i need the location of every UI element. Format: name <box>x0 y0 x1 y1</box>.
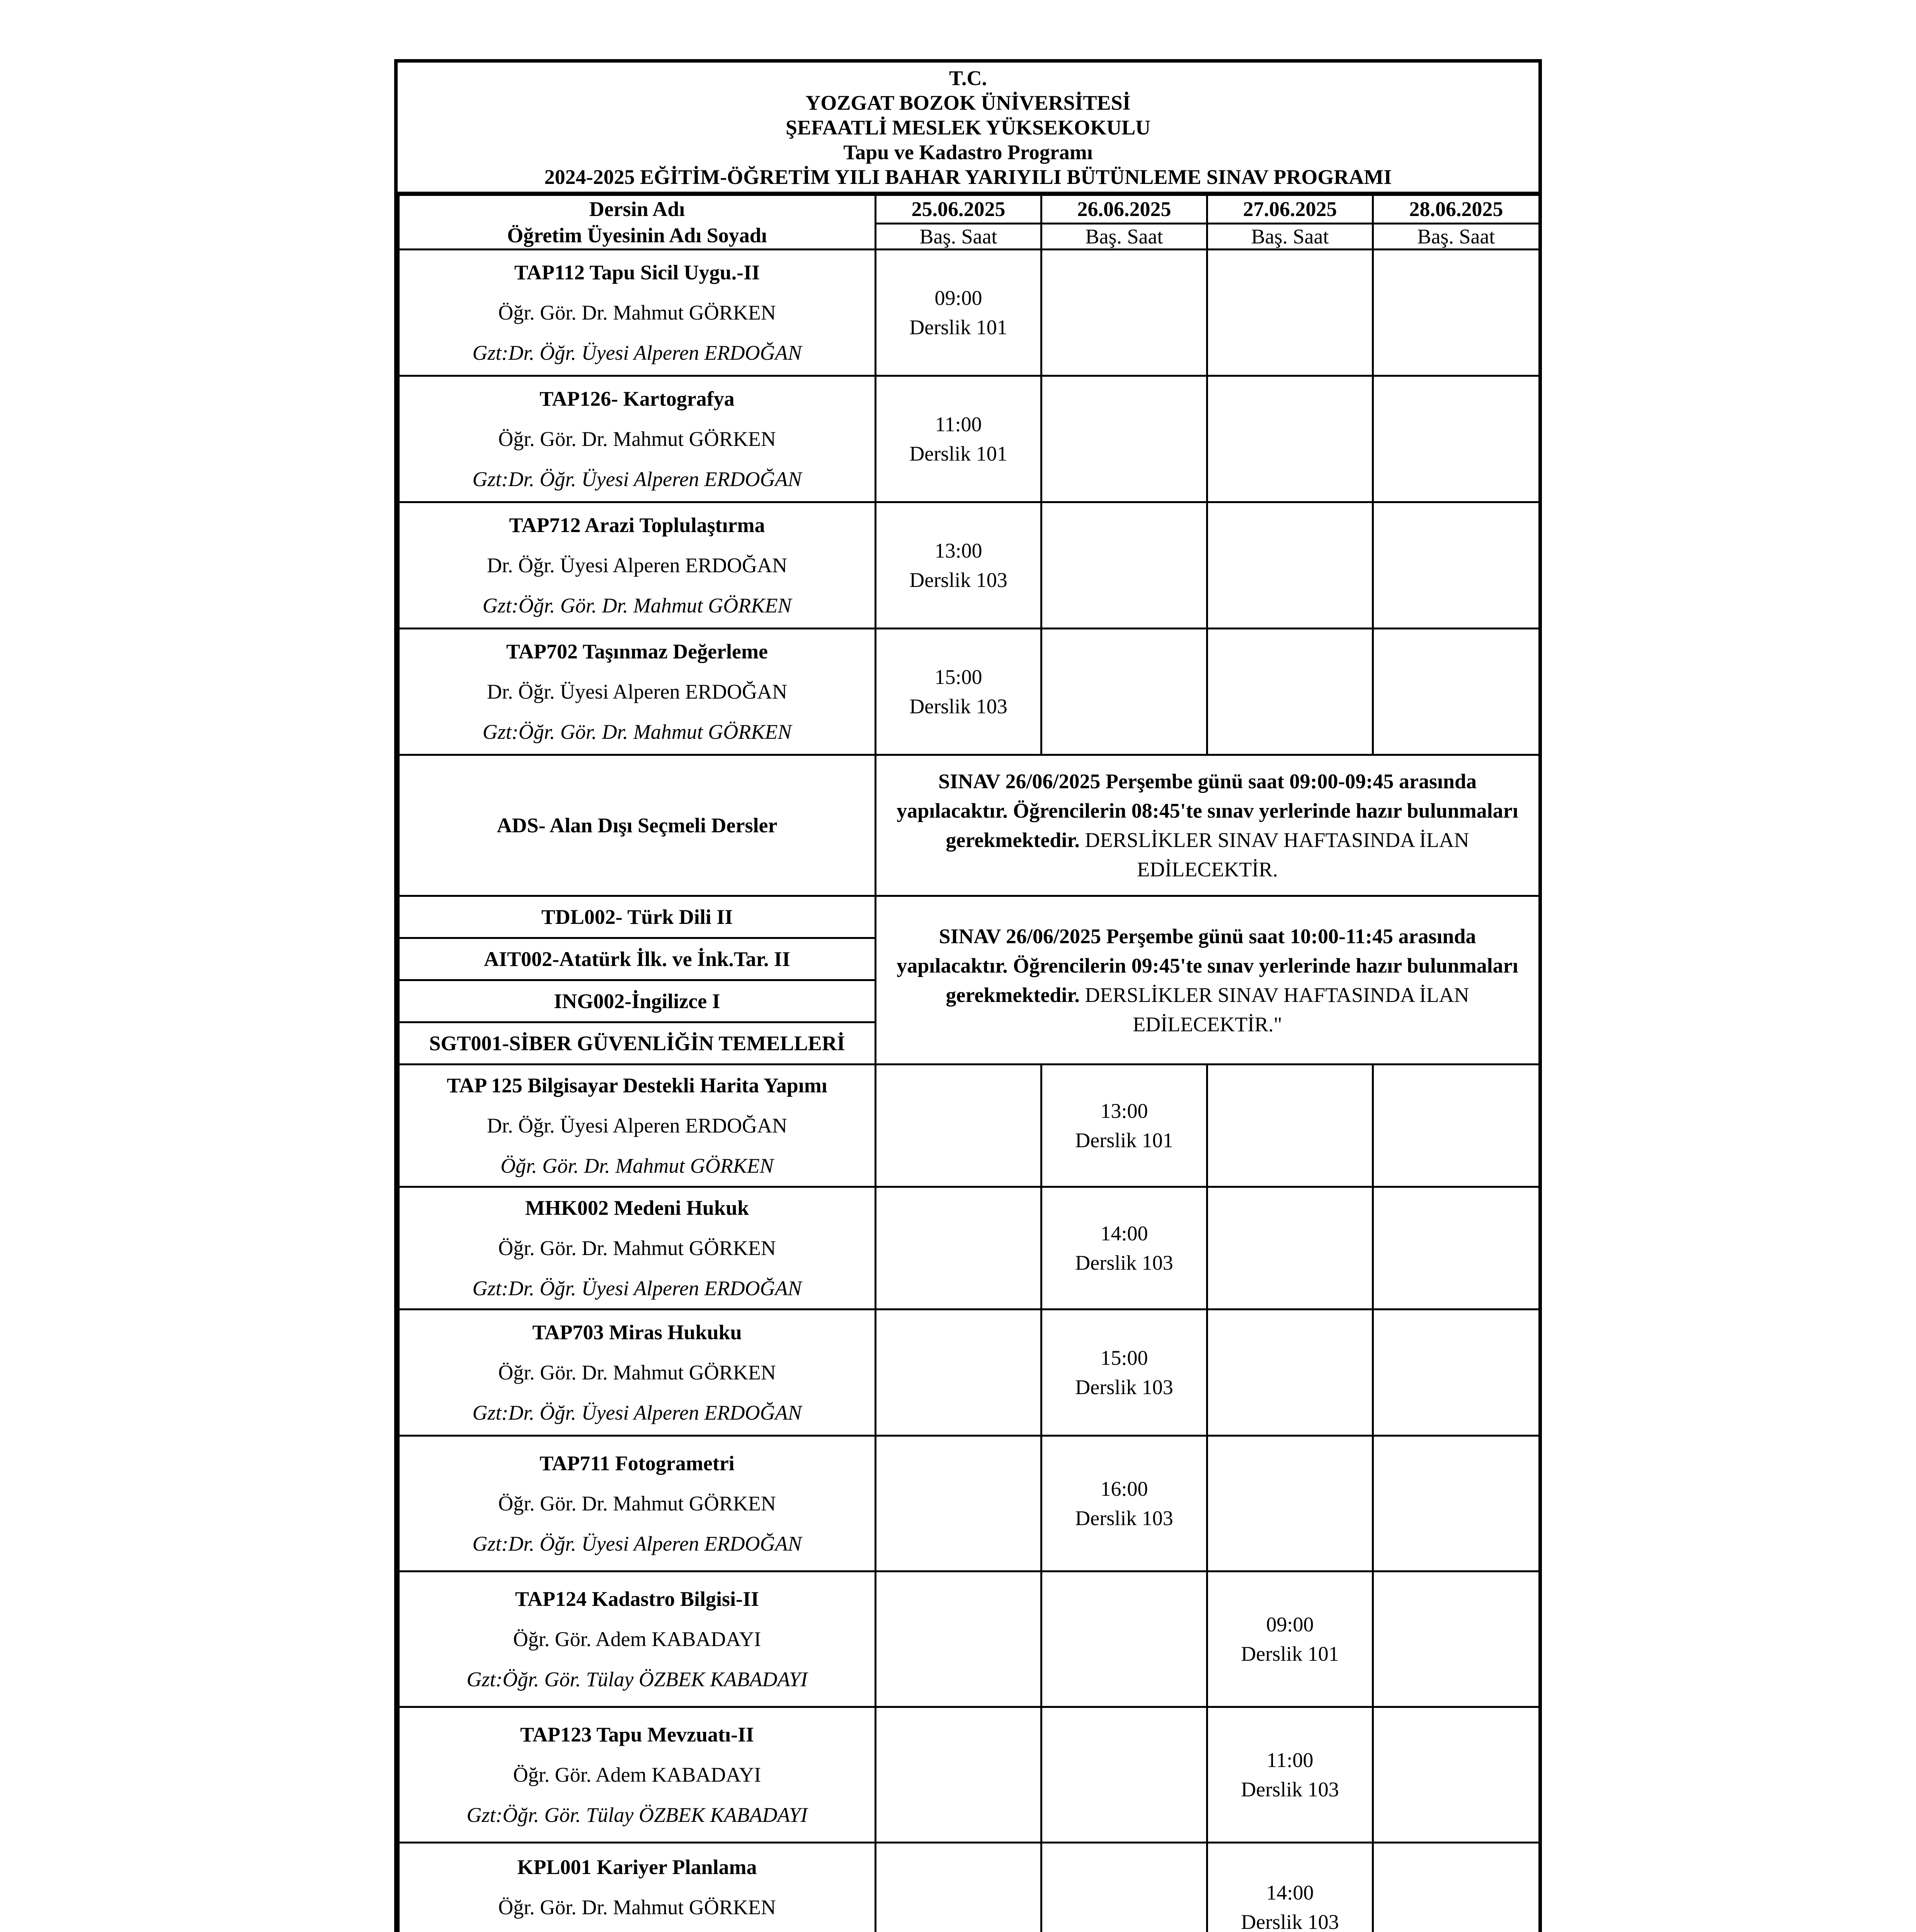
ads-exam-note <box>876 755 1540 896</box>
empty-slot <box>876 1843 1041 1932</box>
course-name: TAP702 Taşınmaz Değerleme <box>506 640 768 663</box>
teacher-name: Dr. Öğr. Üyesi Alperen ERDOĞAN <box>487 554 787 577</box>
exam-slot <box>1207 1707 1373 1843</box>
empty-slot <box>876 1065 1041 1187</box>
empty-slot <box>1041 1571 1207 1707</box>
exam-time: 14:00 <box>1266 1881 1314 1904</box>
exam-room: Derslik 101 <box>1075 1129 1173 1152</box>
exam-row <box>399 1571 1540 1707</box>
substitute-name <box>400 1927 875 1932</box>
course-name: TAP 125 Bilgisayar Destekli Harita Yapımı <box>447 1074 827 1097</box>
teacher-name: Dr. Öğr. Üyesi Alperen ERDOĞAN <box>487 1114 787 1137</box>
course-info-cell <box>399 250 876 376</box>
teacher-name: Öğr. Gör. Dr. Mahmut GÖRKEN <box>498 1896 776 1919</box>
teacher-name: Öğr. Gör. Dr. Mahmut GÖRKEN <box>498 1361 776 1384</box>
exam-slot <box>1041 1436 1207 1571</box>
course-name: KPL001 Kariyer Planlama <box>517 1855 757 1879</box>
course-column-header <box>399 195 876 250</box>
empty-slot <box>1207 376 1373 502</box>
exam-time: 14:00 <box>1100 1222 1148 1245</box>
empty-slot <box>1373 1707 1540 1843</box>
start-time-header-2: Baş. Saat <box>1041 223 1207 249</box>
course-info-cell <box>399 1310 876 1436</box>
course-info-cell <box>399 1843 876 1932</box>
exam-time: 15:00 <box>1100 1346 1148 1369</box>
empty-slot <box>876 1187 1041 1310</box>
header-title: 2024-2025 EĞİTİM-ÖĞRETİM YILI BAHAR YARIYILI BÜTÜNLEME SINAV PROGRAMI <box>544 165 1392 189</box>
exam-time: 15:00 <box>934 665 982 689</box>
course-name-header: Dersin Adı <box>589 197 685 221</box>
course-name: TAP123 Tapu Mevzuatı-II <box>520 1723 754 1746</box>
exam-room: Derslik 103 <box>1075 1507 1173 1530</box>
exam-slot <box>876 250 1041 376</box>
exam-row <box>399 1310 1540 1436</box>
course-name: TAP712 Arazi Toplulaştırma <box>509 514 765 537</box>
exam-room: Derslik 103 <box>909 695 1007 718</box>
course-info-cell <box>399 1436 876 1571</box>
date-header-4: 28.06.2025 <box>1373 195 1540 224</box>
substitute-name: Gzt:Öğr. Gör. Tülay ÖZBEK KABADAYI <box>466 1803 808 1827</box>
substitute-name: Gzt:Dr. Öğr. Üyesi Alperen ERDOĞAN <box>472 341 802 364</box>
pool-course-2: AIT002-Atatürk İlk. ve İnk.Tar. II <box>399 938 876 980</box>
exam-row <box>399 1187 1540 1310</box>
empty-slot <box>876 1707 1041 1843</box>
empty-slot <box>1041 376 1207 502</box>
header-school: ŞEFAATLİ MESLEK YÜKSEKOKULU <box>785 116 1151 139</box>
empty-slot <box>1373 1843 1540 1932</box>
exam-room: Derslik 103 <box>1075 1251 1173 1274</box>
teacher-name: Öğr. Gör. Dr. Mahmut GÖRKEN <box>498 1236 776 1260</box>
teacher-name: Dr. Öğr. Üyesi Alperen ERDOĞAN <box>487 680 787 703</box>
empty-slot <box>1041 502 1207 629</box>
course-info-cell <box>399 629 876 755</box>
start-time-header-4: Baş. Saat <box>1373 223 1540 249</box>
exam-room: Derslik 103 <box>1241 1910 1339 1932</box>
course-info-cell <box>399 1065 876 1187</box>
course-info-cell <box>399 502 876 629</box>
empty-slot <box>1373 376 1540 502</box>
empty-slot <box>1373 1436 1540 1571</box>
header-program: Tapu ve Kadastro Programı <box>843 141 1093 164</box>
substitute-name: Gzt:Öğr. Gör. Dr. Mahmut GÖRKEN <box>482 720 792 743</box>
date-header-2: 26.06.2025 <box>1041 195 1207 224</box>
empty-slot <box>876 1436 1041 1571</box>
exam-slot <box>1207 1571 1373 1707</box>
document-header <box>398 63 1538 194</box>
header-line-tc: T.C. <box>949 66 987 90</box>
substitute-name: Gzt:Dr. Öğr. Üyesi Alperen ERDOĞAN <box>472 1277 802 1300</box>
empty-slot <box>1207 502 1373 629</box>
course-info-cell <box>399 376 876 502</box>
empty-slot <box>1373 629 1540 755</box>
exam-row <box>399 376 1540 502</box>
exam-time: 09:00 <box>934 286 982 310</box>
substitute-name: Öğr. Gör. Dr. Mahmut GÖRKEN <box>500 1154 774 1177</box>
exam-slot <box>876 376 1041 502</box>
empty-slot <box>1373 250 1540 376</box>
empty-slot <box>1207 1310 1373 1436</box>
exam-slot <box>1041 1187 1207 1310</box>
exam-time: 13:00 <box>934 539 982 562</box>
empty-slot <box>1207 1065 1373 1187</box>
empty-slot <box>1041 250 1207 376</box>
exam-slot <box>1041 1310 1207 1436</box>
header-university: YOZGAT BOZOK ÜNİVERSİTESİ <box>805 91 1131 114</box>
teacher-name: Öğr. Gör. Adem KABADAYI <box>513 1763 761 1786</box>
course-name: MHK002 Medeni Hukuk <box>525 1196 749 1219</box>
empty-slot <box>1373 1310 1540 1436</box>
teacher-name: Öğr. Gör. Adem KABADAYI <box>513 1628 761 1651</box>
teacher-name: Öğr. Gör. Dr. Mahmut GÖRKEN <box>498 427 776 451</box>
course-name: TAP112 Tapu Sicil Uygu.-II <box>514 261 760 284</box>
exam-slot <box>876 502 1041 629</box>
empty-slot <box>876 1310 1041 1436</box>
exam-room: Derslik 101 <box>909 316 1007 339</box>
exam-row <box>399 1436 1540 1571</box>
course-info-cell <box>399 1707 876 1843</box>
course-info-cell <box>399 1571 876 1707</box>
pool-note-bold: SINAV 26/06/2025 Perşembe günü saat 10:00-11:45 arasında yapılacaktır. Öğrencilerin 09:45'te sınav yerlerinde hazır bulunmaları gerekmektedir. <box>897 924 1518 1007</box>
pool-course-4: SGT001-SİBER GÜVENLİĞİN TEMELLERİ <box>399 1022 876 1065</box>
empty-slot <box>876 1571 1041 1707</box>
exam-room: Derslik 101 <box>1241 1642 1339 1665</box>
exam-row <box>399 1065 1540 1187</box>
substitute-name: Gzt:Dr. Öğr. Üyesi Alperen ERDOĞAN <box>472 1532 802 1555</box>
exam-row <box>399 629 1540 755</box>
exam-room: Derslik 103 <box>909 568 1007 592</box>
start-time-header-3: Baş. Saat <box>1207 223 1373 249</box>
pool-course-3: ING002-İngilizce I <box>399 980 876 1022</box>
empty-slot <box>1207 1436 1373 1571</box>
empty-slot <box>1373 1187 1540 1310</box>
exam-time: 11:00 <box>1266 1748 1314 1772</box>
ads-course-cell: ADS- Alan Dışı Seçmeli Dersler <box>399 755 876 896</box>
pool-exam-note <box>876 896 1540 1065</box>
pool-course-1: TDL002- Türk Dili II <box>399 896 876 938</box>
course-name: TAP124 Kadastro Bilgisi-II <box>515 1587 759 1611</box>
course-name: TAP703 Miras Hukuku <box>532 1321 742 1344</box>
course-name: TAP711 Fotogrametri <box>539 1452 735 1475</box>
pool-note-plain: DERSLİKLER SINAV HAFTASINDA İLAN EDİLECEKTİR." <box>1085 983 1469 1036</box>
ads-note-bold: SINAV 26/06/2025 Perşembe günü saat 09:00-09:45 arasında yapılacaktır. Öğrencilerin 08:45'te sınav yerlerinde hazır bulunmaları gerekmektedir. <box>897 770 1518 852</box>
exam-time: 09:00 <box>1266 1613 1314 1636</box>
exam-row <box>399 1707 1540 1843</box>
empty-slot <box>1207 629 1373 755</box>
course-name: TAP126- Kartografya <box>539 387 735 410</box>
substitute-name: Gzt:Öğr. Gör. Tülay ÖZBEK KABADAYI <box>466 1668 808 1691</box>
exam-time: 13:00 <box>1100 1099 1148 1122</box>
empty-slot <box>1041 1707 1207 1843</box>
exam-row <box>399 1843 1540 1932</box>
empty-slot <box>1041 1843 1207 1932</box>
substitute-name: Gzt:Öğr. Gör. Dr. Mahmut GÖRKEN <box>482 594 792 617</box>
schedule-table <box>398 194 1540 1932</box>
exam-row <box>399 250 1540 376</box>
teacher-name-header: Öğretim Üyesinin Adı Soyadı <box>507 224 767 247</box>
start-time-header-1: Baş. Saat <box>876 223 1041 249</box>
date-header-3: 27.06.2025 <box>1207 195 1373 224</box>
substitute-name: Gzt:Dr. Öğr. Üyesi Alperen ERDOĞAN <box>472 1401 802 1424</box>
teacher-name: Öğr. Gör. Dr. Mahmut GÖRKEN <box>498 301 776 324</box>
date-header-1: 25.06.2025 <box>876 195 1041 224</box>
empty-slot <box>1373 1065 1540 1187</box>
empty-slot <box>1373 1571 1540 1707</box>
exam-time: 11:00 <box>935 413 982 436</box>
substitute-name: Gzt:Dr. Öğr. Üyesi Alperen ERDOĞAN <box>472 468 802 491</box>
course-info-cell <box>399 1187 876 1310</box>
empty-slot <box>1041 629 1207 755</box>
teacher-name: Öğr. Gör. Dr. Mahmut GÖRKEN <box>498 1492 776 1515</box>
empty-slot <box>1373 502 1540 629</box>
exam-room: Derslik 101 <box>909 442 1007 465</box>
exam-time: 16:00 <box>1100 1477 1148 1500</box>
exam-slot <box>1207 1843 1373 1932</box>
exam-room: Derslik 103 <box>1075 1376 1173 1399</box>
empty-slot <box>1207 1187 1373 1310</box>
ads-note-plain: DERSLİKLER SINAV HAFTASINDA İLAN EDİLECEKTİR. <box>1085 828 1469 881</box>
exam-row <box>399 502 1540 629</box>
exam-slot <box>1041 1065 1207 1187</box>
exam-room: Derslik 103 <box>1241 1778 1339 1801</box>
exam-slot <box>876 629 1041 755</box>
empty-slot <box>1207 250 1373 376</box>
exam-schedule-sheet <box>394 59 1542 1932</box>
